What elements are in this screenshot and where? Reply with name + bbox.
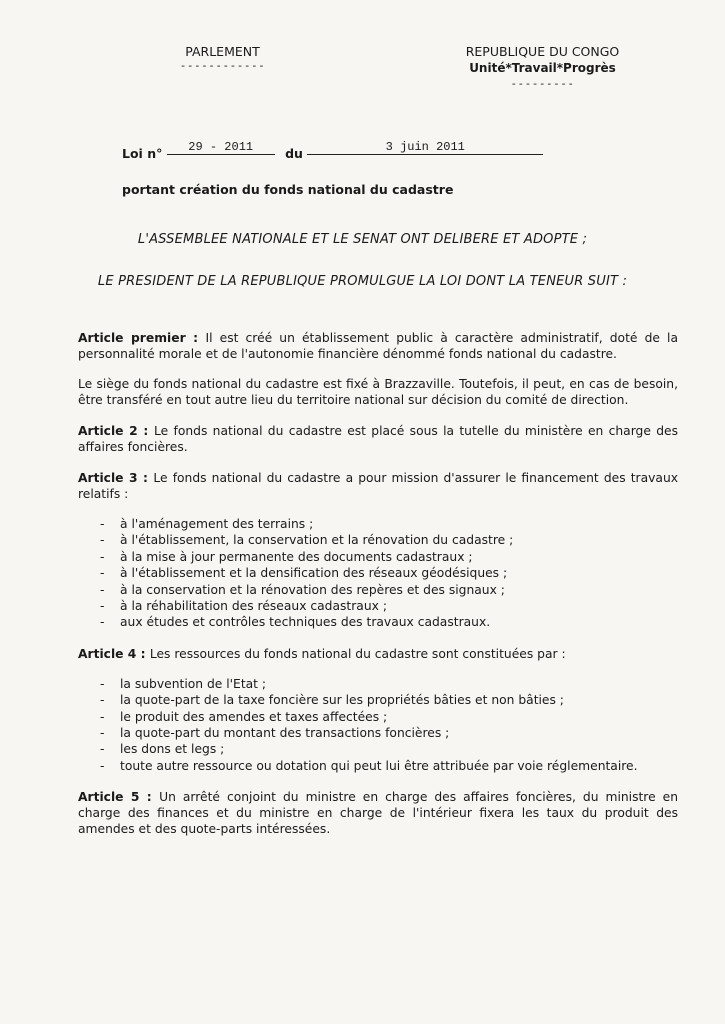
list-item-text: à l'aménagement des terrains ; <box>120 517 314 531</box>
list-item-text: les dons et legs ; <box>120 742 225 757</box>
article-separator: : <box>137 424 155 438</box>
letterhead-left <box>160 44 285 72</box>
article-text: Il est créé un établissement public à caractère administratif, doté de la personnalité morale et de l'autonomie financière dénommé fonds national du cadastre. <box>78 331 678 361</box>
article-text: Un arrêté conjoint du ministre en charge des affaires foncières, du ministre en charge des finances et du ministre en charge de l'intérieur fixera les taux du produit des amendes et des quote-parts intéressées. <box>78 790 679 837</box>
list-item <box>78 741 678 757</box>
list-item <box>78 692 678 708</box>
list-bullet: - <box>100 726 105 741</box>
preamble-president: LE PRESIDENT DE LA REPUBLIQUE PROMULGUE LA LOI DONT LA TENEUR SUIT : <box>97 274 628 289</box>
list-item-text: aux études et contrôles techniques des travaux cadastraux. <box>120 615 491 630</box>
article-paragraph <box>78 470 678 502</box>
list-item <box>78 725 678 741</box>
republic-title: REPUBLIQUE DU CONGO <box>465 44 620 59</box>
parliament-rule: ------------ <box>179 59 266 72</box>
article-list <box>78 516 678 631</box>
article-paragraph <box>78 330 678 362</box>
list-item-text: à la réhabilitation des réseaux cadastraux ; <box>120 599 387 614</box>
article-label: Article 5 <box>78 790 140 805</box>
article-list <box>78 676 678 774</box>
list-bullet: - <box>100 615 105 630</box>
list-item <box>78 709 678 725</box>
law-date: 3 juin 2011 <box>307 140 543 155</box>
list-bullet: - <box>100 693 105 708</box>
list-bullet: - <box>100 549 105 564</box>
list-item-text: à la conservation et la rénovation des repères et des signaux ; <box>120 582 505 597</box>
preamble-assembly: L'ASSEMBLEE NATIONALE ET LE SENAT ONT DELIBERE ET ADOPTE ; <box>137 232 588 247</box>
article-separator: : <box>136 646 150 661</box>
article-label: Article premier <box>78 331 186 345</box>
list-bullet: - <box>100 533 105 548</box>
list-item-text: à l'établissement, la conservation et la rénovation du cadastre ; <box>120 533 514 548</box>
article-text: Les ressources du fonds national du cadastre sont constituées par : <box>149 646 566 661</box>
list-bullet: - <box>100 566 105 581</box>
law-subtitle: portant création du fonds national du cadastre <box>122 182 454 197</box>
republic-rule: --------- <box>510 77 575 90</box>
article-paragraph <box>78 789 678 837</box>
list-item-text: le produit des amendes et taxes affectées ; <box>120 709 388 724</box>
article-label: Article 4 <box>78 646 137 661</box>
article-5 <box>78 789 678 837</box>
list-bullet: - <box>100 599 105 614</box>
law-du: du <box>285 146 303 161</box>
list-item <box>78 758 678 774</box>
article-paragraph <box>78 423 678 455</box>
list-bullet: - <box>100 582 105 597</box>
list-item-text: à la mise à jour permanente des documents cadastraux ; <box>120 549 473 564</box>
law-number: 29 - 2011 <box>167 140 275 155</box>
list-item <box>78 516 678 532</box>
list-bullet: - <box>100 517 105 531</box>
list-item-text: la quote-part du montant des transactions foncières ; <box>120 726 450 741</box>
article-separator: : <box>137 471 154 485</box>
article-4 <box>78 646 678 774</box>
letterhead-right <box>440 44 645 90</box>
list-item <box>78 582 678 598</box>
list-item-text: à l'établissement et la densification des réseaux géodésiques ; <box>120 566 508 581</box>
list-bullet: - <box>100 709 105 724</box>
national-motto: Unité*Travail*Progrès <box>469 61 616 75</box>
article-text: Le fonds national du cadastre a pour mission d'assurer le financement des travaux relatifs : <box>78 471 679 501</box>
list-bullet: - <box>100 758 105 773</box>
article-separator: : <box>139 790 160 805</box>
list-item <box>78 549 678 565</box>
article-3 <box>78 470 678 631</box>
list-item-text: toute autre ressource ou dotation qui peut lui être attribuée par voie réglementaire. <box>120 758 638 773</box>
list-item <box>78 532 678 548</box>
list-item <box>78 614 678 630</box>
article-paragraph <box>78 646 678 662</box>
list-item <box>78 598 678 614</box>
article-2 <box>78 423 678 455</box>
list-item <box>78 565 678 581</box>
article-paragraph: Le siège du fonds national du cadastre est fixé à Brazzaville. Toutefois, il peut, en cas de besoin, être transféré en tout autre lieu du territoire national sur décision du comité de direction. <box>78 377 678 407</box>
list-item-text: la subvention de l'Etat ; <box>120 676 267 691</box>
list-bullet: - <box>100 742 105 757</box>
list-item-text: la quote-part de la taxe foncière sur les propriétés bâties et non bâties ; <box>120 693 564 708</box>
article-label: Article 3 <box>78 471 138 485</box>
parliament-title: PARLEMENT <box>185 44 260 59</box>
list-bullet: - <box>100 676 105 691</box>
article-label: Article 2 <box>78 424 138 438</box>
law-prefix: Loi n° <box>122 146 163 161</box>
article-1 <box>78 330 678 408</box>
list-item <box>78 676 678 692</box>
article-separator: : <box>185 331 206 345</box>
article-text: Le fonds national du cadastre est placé sous la tutelle du ministère en charge des affaires foncières. <box>78 424 679 454</box>
law-reference <box>122 140 543 163</box>
articles <box>78 330 678 852</box>
